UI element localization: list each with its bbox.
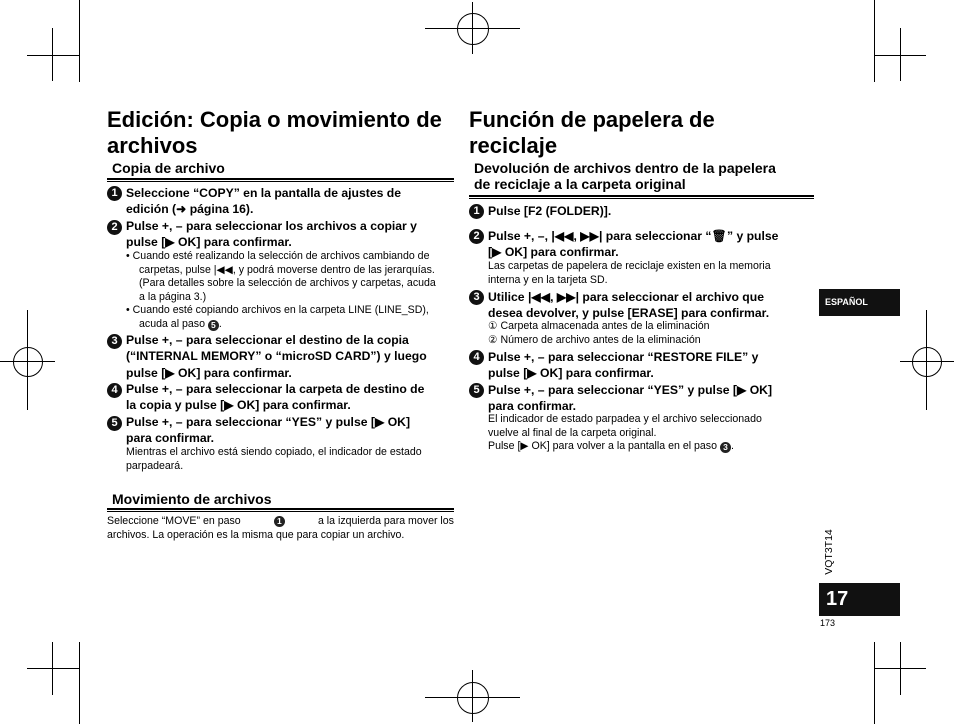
left-title: Edición: Copia o movimiento de archivos <box>107 107 442 158</box>
move-heading: Movimiento de archivos <box>112 491 272 507</box>
move-text: Seleccione “MOVE” en paso 1 a la izquierda para mover los archivos. La operación es la misma que para copiar un archivo. <box>107 515 454 541</box>
sub-page-number: 173 <box>820 618 836 628</box>
recycle-step-2: Pulse +, –, |◀◀, ▶▶| para seleccionar “🗑” y pulse [▶ OK] para confirmar. <box>488 229 779 260</box>
step-number-4: 4 <box>469 350 484 365</box>
step-ref-5: 5 <box>208 320 219 331</box>
section-rule <box>469 195 814 197</box>
model-code: VQT3T14 <box>823 529 835 575</box>
copy-heading: Copia de archivo <box>112 160 225 176</box>
step-ref-1: 1 <box>274 516 285 527</box>
recycle-step-5: Pulse +, – para seleccionar “YES” y pulse [▶ OK] para confirmar. <box>488 383 773 414</box>
copy-step-4: Pulse +, – para seleccionar la carpeta de destino de la copia y pulse [▶ OK] para confirmar. <box>126 382 425 413</box>
copy-step-2-note: • Cuando esté realizando la selección de archivos cambiando de carpetas, pulse |◀◀, y podrá moverse dentro de las jerarquías. (Para detalles sobre la selección de archivos y carpetas, acuda a la página 3.) • Cuando esté copiando archivos en la carpeta LINE (LINE_SD), acuda al paso 5 . <box>126 250 436 330</box>
recycle-heading: Devolución de archivos dentro de la papelera de reciclaje a la carpeta original <box>474 160 776 192</box>
right-title: Función de papelera de reciclaje <box>469 107 715 158</box>
recycle-step-1: Pulse [F2 (FOLDER)]. <box>488 204 612 218</box>
copy-step-5: Pulse +, – para seleccionar “YES” y pulse [▶ OK] para confirmar. <box>126 415 411 446</box>
copy-step-2: Pulse +, – para seleccionar los archivos a copiar y pulse [▶ OK] para confirmar. <box>126 219 417 250</box>
recycle-step-3: Utilice |◀◀, ▶▶| para seleccionar el archivo que desea devolver, y pulse [ERASE] para confirmar. <box>488 290 770 321</box>
section-rule <box>107 178 454 180</box>
copy-step-5-note: Mientras el archivo está siendo copiado, el indicador de estado parpadeará. <box>126 446 422 472</box>
recycle-step-3-note: ① Carpeta almacenada antes de la eliminación ② Número de archivo antes de la eliminación <box>488 320 710 346</box>
step-number-2: 2 <box>107 220 122 235</box>
step-number-1: 1 <box>107 186 122 201</box>
step-number-2: 2 <box>469 229 484 244</box>
step-number-3: 3 <box>107 334 122 349</box>
copy-step-3: Pulse +, – para seleccionar el destino de la copia (“INTERNAL MEMORY” o “microSD CARD”) y luego pulse [▶ OK] para confirmar. <box>126 333 427 380</box>
step-number-5: 5 <box>107 416 122 431</box>
step-number-1: 1 <box>469 204 484 219</box>
copy-step-1: Seleccione “COPY” en la pantalla de ajustes de edición (➜ página 16). <box>126 186 401 217</box>
section-rule <box>107 508 454 510</box>
recycle-step-2-note: Las carpetas de papelera de reciclaje existen en la memoria interna y en la tarjeta SD. <box>488 260 771 286</box>
step-number-4: 4 <box>107 383 122 398</box>
step-number-3: 3 <box>469 290 484 305</box>
page-number: 17 <box>819 583 900 616</box>
step-number-5: 5 <box>469 383 484 398</box>
step-ref-3: 3 <box>720 442 731 453</box>
recycle-step-4: Pulse +, – para seleccionar “RESTORE FILE” y pulse [▶ OK] para confirmar. <box>488 350 759 381</box>
language-tab: ESPAÑOL <box>819 289 900 316</box>
recycle-step-5-note: El indicador de estado parpadea y el archivo seleccionado vuelve al final de la carpeta original. Pulse [▶ OK] para volver a la pantalla en el paso 3 . <box>488 413 762 453</box>
